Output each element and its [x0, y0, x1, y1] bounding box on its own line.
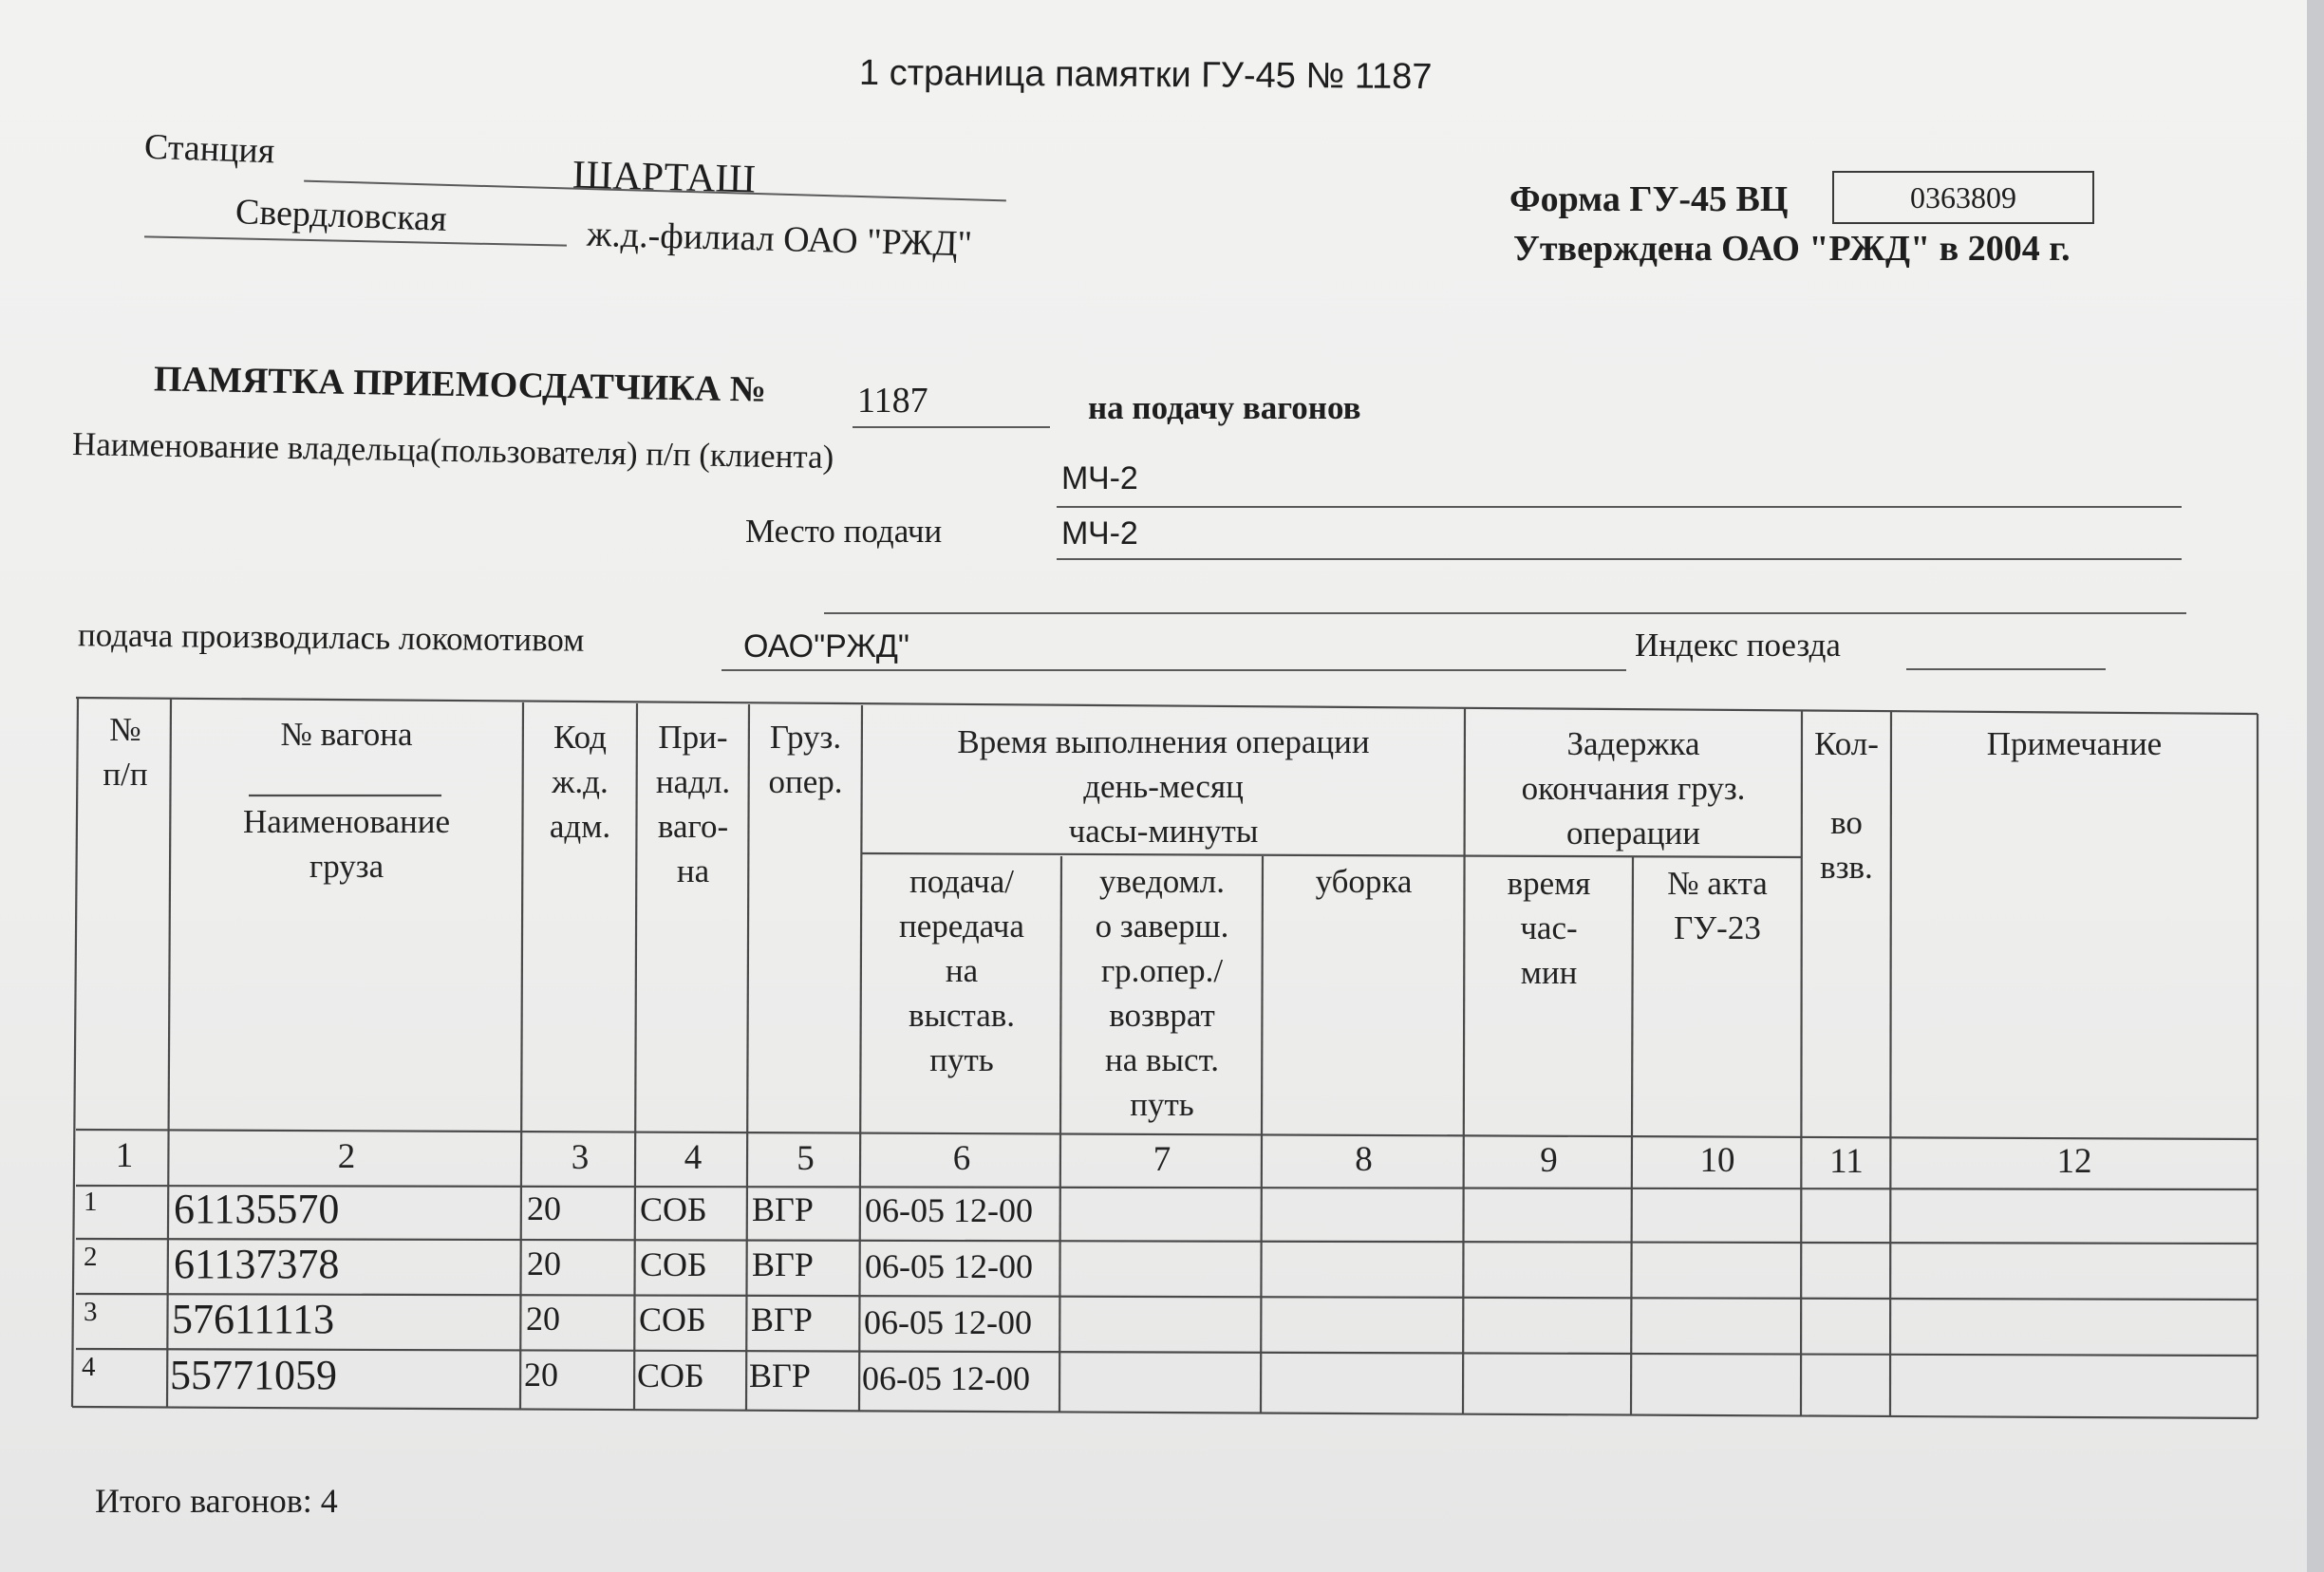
header-col-4-line-3: ваго- — [657, 808, 729, 845]
row-line-3 — [76, 1349, 2258, 1356]
colnum-4: 4 — [684, 1138, 703, 1177]
place-value: МЧ-2 — [1061, 515, 1138, 552]
header-col-8-line-1: уборка — [1315, 863, 1413, 900]
colnum-6: 6 — [952, 1139, 971, 1178]
vline-0 — [72, 698, 78, 1407]
cargo-operation: ВГР — [752, 1190, 814, 1228]
header-delay-group-line-1: Задержка — [1566, 725, 1700, 762]
wagon-ownership: СОБ — [637, 1357, 704, 1394]
cargo-operation: ВГР — [751, 1301, 813, 1338]
header-col-10 — [1633, 861, 1802, 950]
railway-code: 20 — [527, 1189, 561, 1227]
header-col-11 — [1802, 721, 1891, 889]
header-col-1 — [80, 707, 171, 796]
memo-subtitle: на подачу вагонов — [1088, 389, 1361, 426]
owner-value: МЧ-2 — [1061, 460, 1138, 496]
header-col-6-line-1: подача/ — [909, 863, 1015, 900]
header-time-group — [862, 720, 1465, 853]
colnum-11: 11 — [1829, 1142, 1864, 1181]
approval-note: Утверждена ОАО "РЖД" в 2004 г. — [1513, 229, 2071, 269]
header-col-2-cargo-line-2: груза — [309, 848, 384, 885]
header-col-5-line-2: опер. — [768, 763, 843, 800]
header-col-12 — [1891, 721, 2258, 766]
colnum-9: 9 — [1540, 1141, 1558, 1180]
header-col-5-line-1: Груз. — [769, 719, 842, 756]
header-col-2 — [171, 712, 522, 757]
supply-time: 06-05 12-00 — [865, 1247, 1033, 1285]
header-col-4-line-2: надл. — [655, 763, 731, 800]
colnum-3: 3 — [571, 1138, 590, 1177]
locomotive-value: ОАО"РЖД" — [743, 628, 909, 664]
header-col-7 — [1061, 859, 1263, 1127]
header-col-10-line-2: ГУ-23 — [1674, 909, 1761, 946]
header-delay-group — [1465, 721, 1802, 855]
locomotive-label: подача производилась локомотивом — [77, 616, 585, 659]
wagon-number: 57611113 — [172, 1296, 335, 1342]
colnum-10: 10 — [1699, 1141, 1735, 1180]
wagon-ownership: СОБ — [639, 1301, 706, 1338]
header-col-7-line-3: гр.опер./ — [1100, 952, 1224, 989]
header-col-8 — [1263, 859, 1465, 904]
row-line-2 — [76, 1294, 2258, 1300]
table-bottom-border — [72, 1407, 2258, 1418]
header-col-1-line-1: № — [109, 711, 141, 748]
header-col-7-line-1: уведомл. — [1099, 863, 1225, 900]
header-col-2-cargo — [171, 799, 522, 889]
colnum-12: 12 — [2056, 1142, 2092, 1181]
colnum-2: 2 — [337, 1137, 356, 1176]
cargo-operation: ВГР — [749, 1357, 811, 1394]
wagon-ownership: СОБ — [640, 1245, 707, 1283]
railway-name: Свердловская — [234, 192, 448, 239]
total-wagons: Итого вагонов: 4 — [95, 1482, 338, 1520]
station-label: Станция — [143, 126, 275, 172]
header-col-9-line-3: мин — [1520, 954, 1578, 991]
header-col-9 — [1465, 861, 1633, 995]
header-col-11-line-2: во — [1830, 804, 1863, 841]
railway-code: 20 — [526, 1300, 560, 1338]
header-col-7-line-6: путь — [1130, 1086, 1194, 1123]
wagon-number: 61137378 — [174, 1241, 340, 1287]
colnum-5: 5 — [797, 1139, 815, 1178]
memo-title: ПАМЯТКА ПРИЕМОСДАТЧИКА № — [153, 359, 767, 410]
header-col-6-line-4: выстав. — [908, 997, 1016, 1034]
header-col-9-line-1: время — [1507, 865, 1591, 902]
header-time-group-line-3: часы-минуты — [1068, 813, 1259, 850]
header-col-3-line-1: Код — [553, 719, 607, 756]
supply-time: 06-05 12-00 — [865, 1191, 1033, 1229]
header-col-12-line-1: Примечание — [1986, 725, 2163, 762]
supply-time: 06-05 12-00 — [862, 1359, 1030, 1397]
header-col-1-line-2: п/п — [103, 756, 148, 793]
header-delay-group-line-2: окончания груз. — [1521, 770, 1746, 807]
form-number-box: 0363809 — [1832, 171, 2094, 224]
header-col-7-line-4: возврат — [1109, 997, 1215, 1034]
header-col-4-line-4: на — [676, 852, 710, 889]
supply-time: 06-05 12-00 — [864, 1303, 1032, 1341]
header-col-3-line-3: адм. — [549, 808, 611, 845]
header-col-6-line-2: передача — [899, 908, 1024, 945]
row-number: 3 — [84, 1297, 98, 1327]
header-col-10-line-1: № акта — [1667, 865, 1768, 902]
colnum-7: 7 — [1153, 1140, 1171, 1179]
railway-code: 20 — [524, 1356, 558, 1394]
header-col-11-line-3: взв. — [1820, 849, 1873, 886]
header-col-4 — [637, 715, 749, 893]
header-time-group-line-1: Время выполнения операции — [957, 723, 1370, 760]
train-index-label: Индекс поезда — [1635, 627, 1841, 664]
railway-suffix: ж.д.-филиал ОАО "РЖД" — [586, 214, 973, 265]
header-col-7-line-2: о заверш. — [1095, 908, 1229, 945]
colnum-bottom-line — [76, 1186, 2258, 1189]
form-label: Форма ГУ-45 ВЦ — [1509, 179, 1789, 219]
header-col-4-line-1: При- — [658, 719, 728, 756]
header-col-3-line-2: ж.д. — [552, 763, 609, 800]
header-col-3 — [523, 715, 637, 849]
row-number: 1 — [84, 1187, 98, 1217]
header-col-6-line-5: путь — [929, 1041, 994, 1078]
header-col-6-line-3: на — [945, 952, 979, 989]
row-number: 2 — [84, 1242, 98, 1272]
wagon-ownership: СОБ — [640, 1190, 707, 1228]
wagon-number: 61135570 — [174, 1186, 340, 1232]
colnum-1: 1 — [115, 1136, 134, 1175]
header-col-7-line-5: на выст. — [1104, 1041, 1219, 1078]
owner-label: Наименование владельца(пользователя) п/п (клиента) — [71, 425, 834, 476]
memo-number: 1187 — [857, 381, 928, 421]
place-label: Место подачи — [745, 513, 943, 550]
row-line-1 — [76, 1239, 2258, 1244]
header-col-2-wagon: № вагона — [280, 716, 413, 753]
header-col-6 — [862, 859, 1061, 1082]
railway-code: 20 — [527, 1244, 561, 1282]
header-delay-group-line-3: операции — [1566, 814, 1700, 852]
row-number: 4 — [82, 1352, 96, 1382]
cargo-operation: ВГР — [752, 1245, 814, 1283]
page-header: 1 страница памятки ГУ-45 № 1187 — [858, 52, 1433, 98]
station-name: ШАРТАШ — [572, 153, 757, 202]
header-col-9-line-2: час- — [1520, 909, 1578, 946]
header-col-2-cargo-line-1: Наименование — [242, 803, 451, 840]
wagon-number: 55771059 — [170, 1352, 337, 1398]
header-time-group-line-2: день-месяц — [1083, 768, 1244, 805]
colnum-8: 8 — [1355, 1140, 1373, 1179]
header-col-5 — [749, 715, 862, 804]
header-col-11-line-1: Кол- — [1814, 725, 1879, 762]
